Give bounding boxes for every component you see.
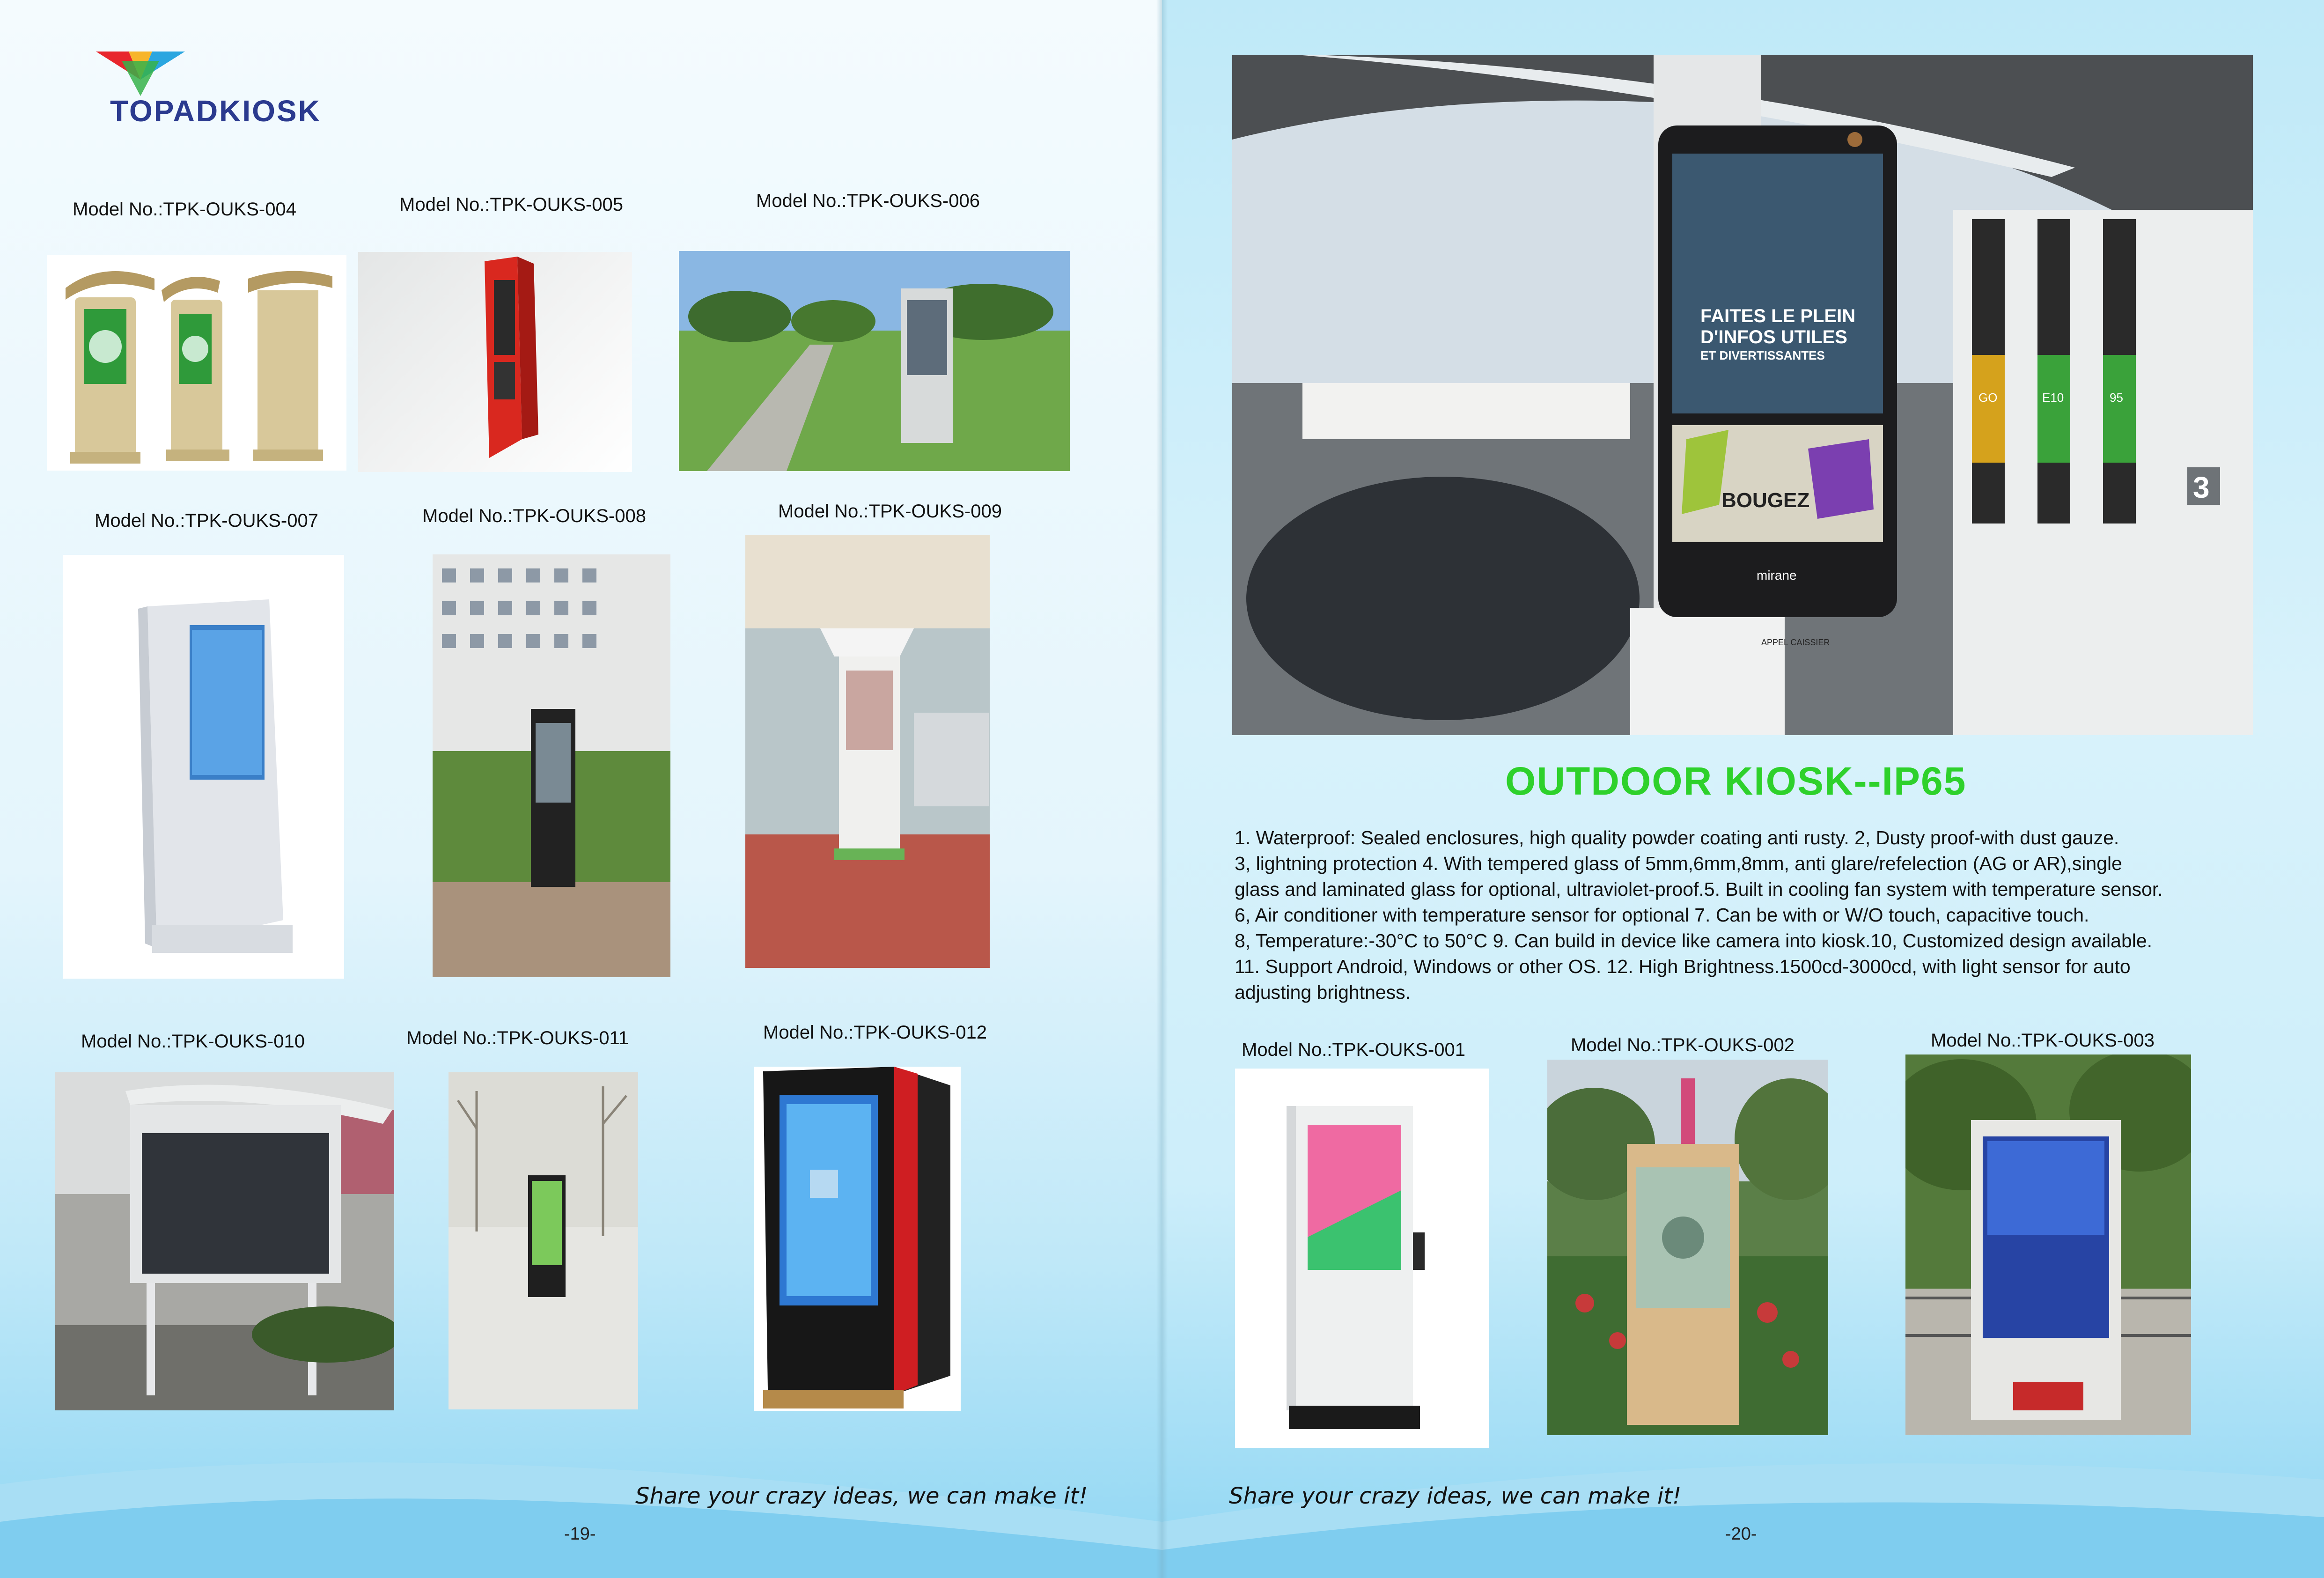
kiosk-photo-005	[358, 252, 632, 472]
kiosk-photo-003	[1905, 1054, 2191, 1435]
page-number-right: -20-	[1725, 1524, 1757, 1544]
hero-kiosk-brand: mirane	[1757, 568, 1797, 583]
hero-screen-line1: FAITES LE PLEIN	[1700, 306, 1856, 326]
kiosk-photo-007	[63, 555, 344, 979]
hero-appel-text: APPEL CAISSIER	[1761, 638, 1830, 647]
model-caption-005: Model No.:TPK-OUKS-005	[399, 194, 623, 215]
spec-line: 6, Air conditioner with temperature sensor for optional 7. Can be with or W/O touch, capacitive touch.	[1235, 904, 2089, 926]
pump-label-go: GO	[1978, 391, 1998, 405]
kiosk-photo-001	[1235, 1069, 1489, 1448]
hero-screen-line3: ET DIVERTISSANTES	[1700, 348, 1825, 362]
model-caption-008: Model No.:TPK-OUKS-008	[422, 506, 646, 526]
model-caption-003: Model No.:TPK-OUKS-003	[1931, 1030, 2155, 1051]
kiosk-photo-009	[745, 535, 990, 968]
kiosk-photo-002	[1547, 1060, 1828, 1435]
kiosk-photo-004	[47, 255, 346, 471]
logo-text: TOPADKIOSK	[110, 94, 321, 128]
model-caption-010: Model No.:TPK-OUKS-010	[81, 1031, 305, 1052]
spec-line: 11. Support Android, Windows or other OS. 12. High Brightness.1500cd-3000cd, with light sensor for auto	[1235, 956, 2131, 977]
product-heading: OUTDOOR KIOSK--IP65	[1505, 759, 1967, 803]
kiosk-photo-011	[449, 1072, 638, 1409]
kiosk-photo-006	[679, 251, 1070, 471]
model-caption-001: Model No.:TPK-OUKS-001	[1242, 1040, 1465, 1060]
spec-line: adjusting brightness.	[1235, 981, 1411, 1003]
spec-list	[1235, 825, 2311, 1005]
kiosk-photo-012	[754, 1067, 961, 1411]
model-caption-004: Model No.:TPK-OUKS-004	[73, 199, 296, 220]
hero-screen-lower: BOUGEZ	[1721, 489, 1810, 512]
model-caption-002: Model No.:TPK-OUKS-002	[1571, 1035, 1794, 1055]
model-caption-009: Model No.:TPK-OUKS-009	[778, 501, 1002, 522]
model-caption-007: Model No.:TPK-OUKS-007	[95, 510, 318, 531]
kiosk-photo-008	[433, 554, 670, 977]
pump-label-e10: E10	[2042, 391, 2064, 405]
hero-photo-gas-station	[1232, 55, 2253, 735]
model-caption-006: Model No.:TPK-OUKS-006	[756, 191, 980, 211]
pump-number: 3	[2193, 471, 2210, 504]
hero-screen-line2: D'INFOS UTILES	[1700, 327, 1847, 347]
page-number-left: -19-	[564, 1524, 596, 1544]
page-fold	[1156, 0, 1168, 1578]
slogan-left: Share your crazy ideas, we can make it!	[635, 1483, 1088, 1509]
spec-line: 1. Waterproof: Sealed enclosures, high quality powder coating anti rusty. 2, Dusty proof-with dust gauze.	[1235, 827, 2119, 848]
spec-line: 8, Temperature:-30°C to 50°C 9. Can build in device like camera into kiosk.10, Customized design available.	[1235, 930, 2153, 951]
spec-line: glass and laminated glass for optional, ultraviolet-proof.5. Built in cooling fan system with temperature sensor.	[1235, 878, 2163, 900]
pump-label-95: 95	[2110, 391, 2123, 405]
spec-line: 3, lightning protection 4. With tempered glass of 5mm,6mm,8mm, anti glare/refelection (AG or AR),single	[1235, 853, 2122, 874]
kiosk-photo-010	[55, 1072, 394, 1410]
model-caption-011: Model No.:TPK-OUKS-011	[406, 1028, 629, 1048]
model-caption-012: Model No.:TPK-OUKS-012	[763, 1022, 987, 1043]
slogan-right: Share your crazy ideas, we can make it!	[1229, 1483, 1682, 1509]
